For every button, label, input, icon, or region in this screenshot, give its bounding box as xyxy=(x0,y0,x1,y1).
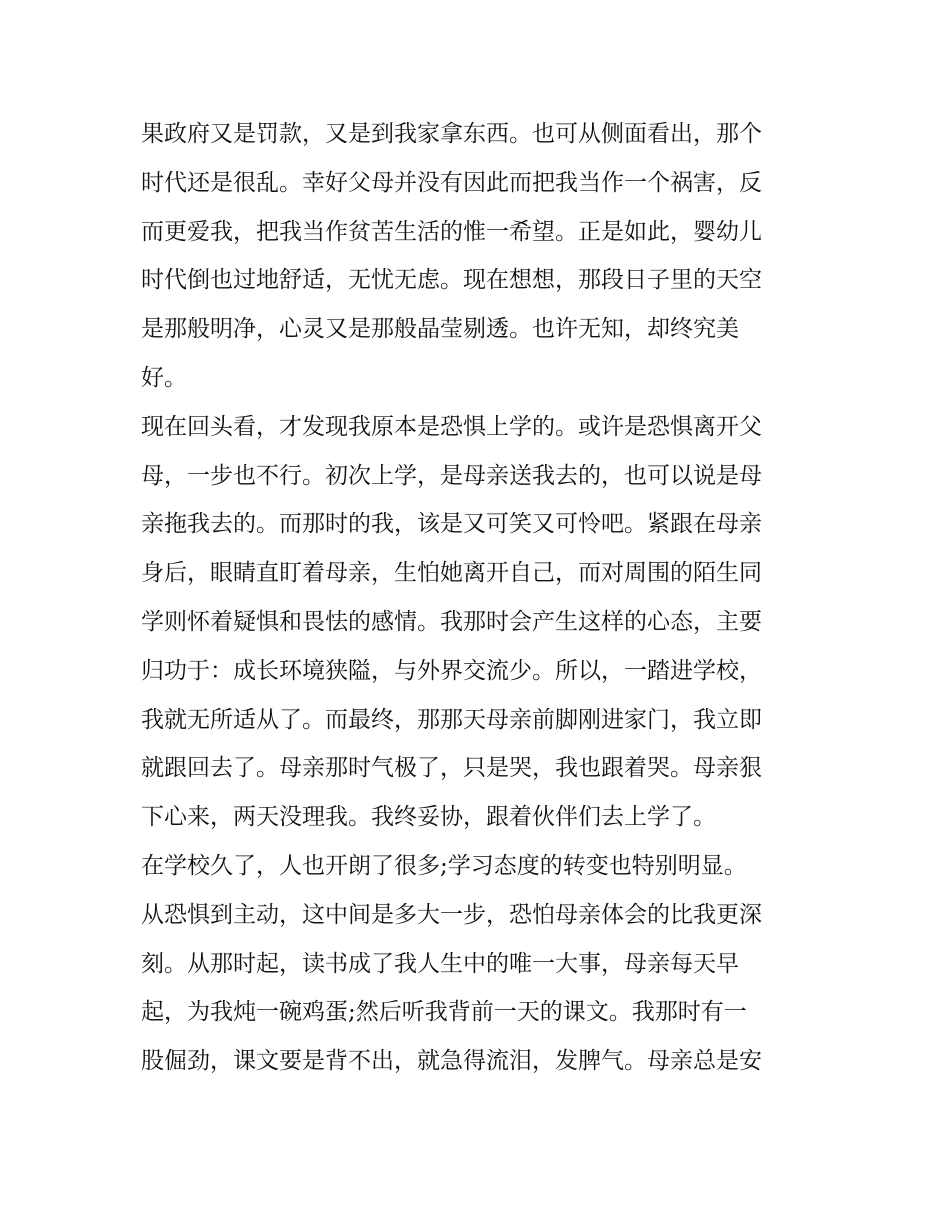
text-line: 时代还是很乱。幸好父母并没有因此而把我当作一个祸害，反 xyxy=(141,169,762,196)
text-line: 从恐惧到主动，这中间是多大一步，恐怕母亲体会的比我更深 xyxy=(141,901,762,928)
text-line: 起，为我炖一碗鸡蛋;然后听我背前一天的课文。我那时有一 xyxy=(141,999,747,1026)
text-line: 刻。从那时起，读书成了我人生中的唯一大事，母亲每天早 xyxy=(141,950,739,977)
text-line: 亲拖我去的。而那时的我，该是又可笑又可怜吧。紧跟在母亲 xyxy=(141,511,762,538)
text-line: 时代倒也过地舒适，无忧无虑。现在想想，那段日子里的天空 xyxy=(141,267,762,294)
text-line: 归功于：成长环境狭隘，与外界交流少。所以，一踏进学校， xyxy=(141,657,762,684)
document-page xyxy=(141,110,813,1086)
text-line: 在学校久了，人也开朗了很多;学习态度的转变也特别明显。 xyxy=(141,852,747,879)
text-line: 是那般明净，心灵又是那般晶莹剔透。也许无知，却终究美 xyxy=(141,316,739,343)
text-line: 现在回头看，才发现我原本是恐惧上学的。或许是恐惧离开父 xyxy=(141,413,762,440)
text-line: 我就无所适从了。而最终，那那天母亲前脚刚进家门，我立即 xyxy=(141,706,762,733)
text-line: 就跟回去了。母亲那时气极了，只是哭，我也跟着哭。母亲狠 xyxy=(141,755,762,782)
text-line: 母，一步也不行。初次上学，是母亲送我去的，也可以说是母 xyxy=(141,462,762,489)
text-line: 果政府又是罚款，又是到我家拿东西。也可从侧面看出，那个 xyxy=(141,121,762,147)
text-line: 身后，眼睛直盯着母亲，生怕她离开自己，而对周围的陌生同 xyxy=(141,560,762,587)
text-line: 好。 xyxy=(141,364,187,391)
text-line: 下心来，两天没理我。我终妥协，跟着伙伴们去上学了。 xyxy=(141,804,716,831)
text-line: 学则怀着疑惧和畏怯的感情。我那时会产生这样的心态，主要 xyxy=(141,608,762,635)
text-line: 而更爱我，把我当作贫苦生活的惟一希望。正是如此，婴幼儿 xyxy=(141,218,762,245)
text-line: 股倔劲，课文要是背不出，就急得流泪，发脾气。母亲总是安 xyxy=(141,1048,762,1075)
